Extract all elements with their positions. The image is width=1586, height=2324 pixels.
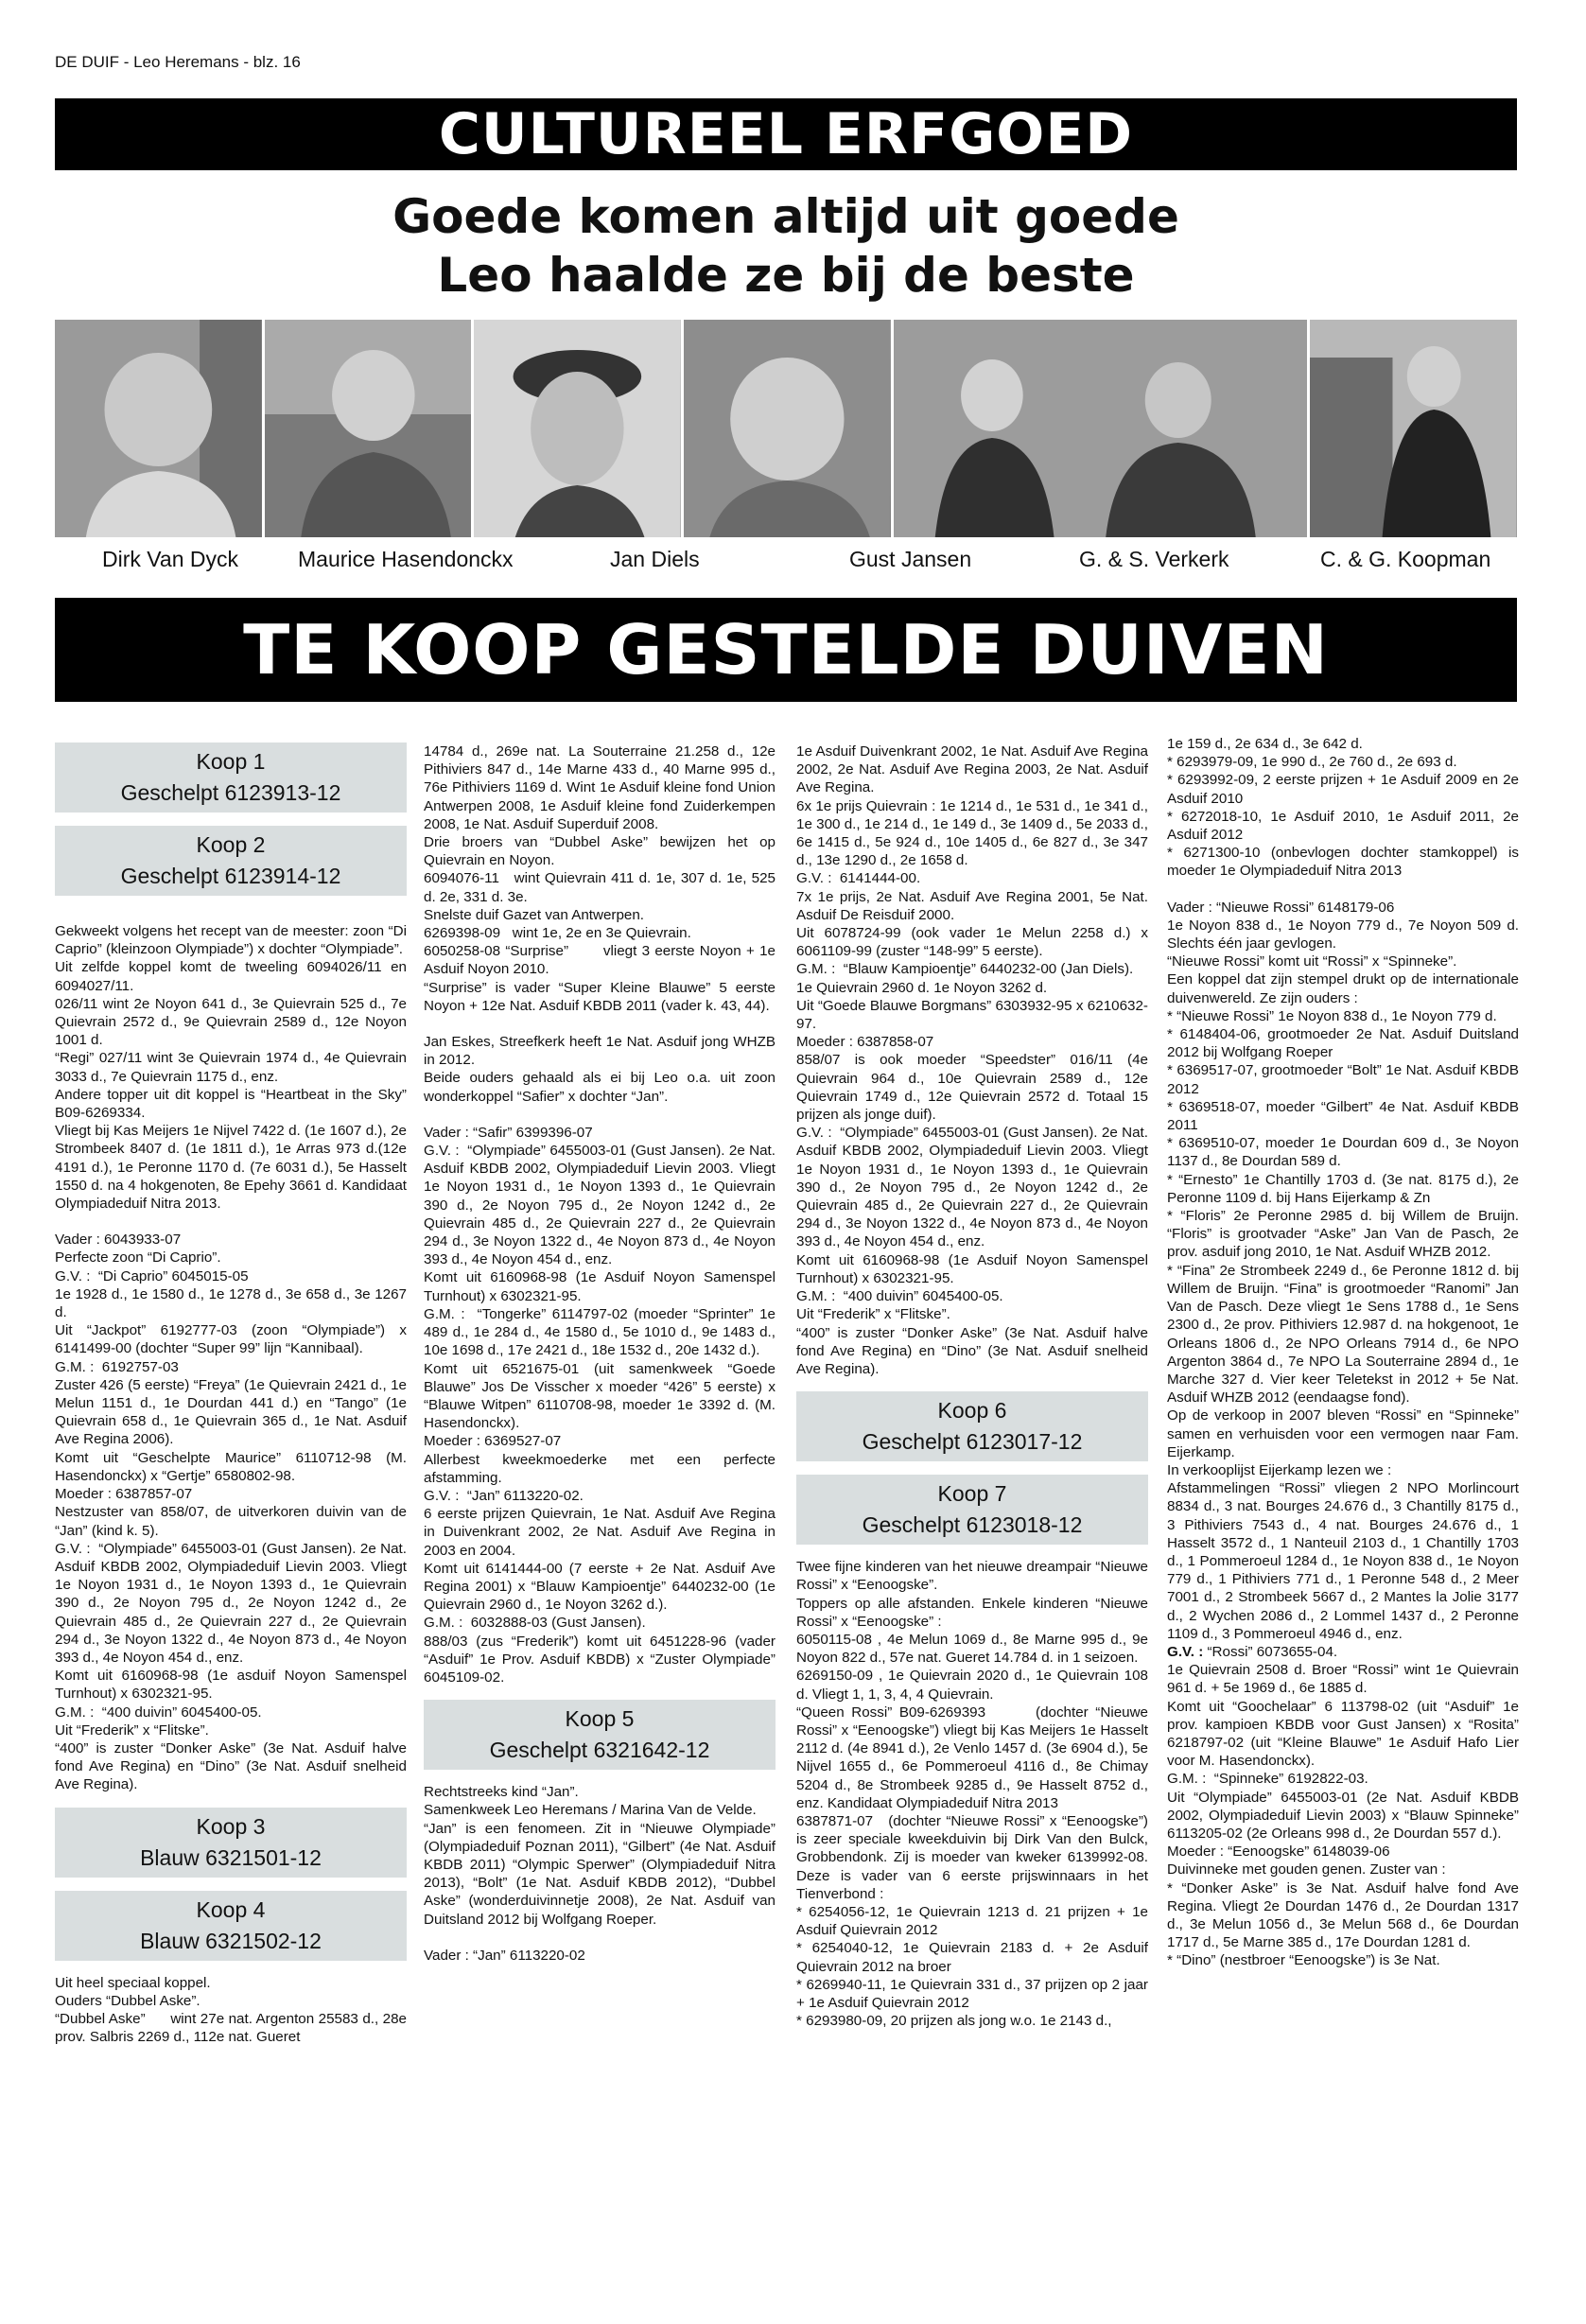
caption-maurice-hasendonckx: Maurice Hasendonckx <box>298 547 514 571</box>
paragraph: Uit zelfde koppel komt de tweeling 6094026/11 en 6094027/11. <box>55 959 407 994</box>
article-column-3 <box>796 743 1148 2030</box>
paragraph: 6050115-08 , 4e Melun 1069 d., 8e Marne 995 d., 9e Noyon 822 d., 57e nat. Gueret 14.784 d. in 1 seizoen. <box>796 1631 1148 1667</box>
paragraph: 1e 159 d., 2e 634 d., 3e 642 d. <box>1167 736 1363 752</box>
paragraph: Komt uit 6141444-00 (7 eerste + 2e Nat. Asduif Ave Regina 2001) x “Blauw Kampioentje” 6440232-00 (1e Quievrain 2960 d., 1e Noyon 3262 d.). <box>424 1560 776 1614</box>
koop-box-2 <box>55 826 407 896</box>
paragraph: Vader : “Safir” 6399396-07 <box>424 1124 593 1141</box>
portrait-photo-jan-diels <box>474 320 681 537</box>
paragraph: Komt uit “Geschelpte Maurice” 6110712-98 (M. Hasendonckx) x “Gertje” 6580802-98. <box>55 1449 407 1484</box>
paragraph: 7x 1e prijs, 2e Nat. Asduif Ave Regina 2001, 5e Nat. Asduif De Reisduif 2000. <box>796 888 1148 923</box>
paragraph: * “Floris” 2e Peronne 2985 d. bij Willem de Bruijn. “Floris” is grootvader “Aske” Jan Van de Pasch, 2e prov. asduif jong 2010, 1e Nat. Asduif WHZB 2012. <box>1167 1208 1519 1261</box>
koop-title: Koop 4 <box>196 1896 266 1922</box>
portrait-photo-dirk-van-dyck <box>55 320 262 537</box>
article-column-1 <box>55 743 407 2046</box>
paragraph: Drie broers van “Dubbel Aske” bewijzen het op Quievrain en Noyon. <box>424 834 776 869</box>
paragraph: G.M. : “Tongerke” 6114797-02 (moeder “Sprinter” 1e 489 d., 1e 284 d., 4e 1580 d., 5e 1010 d., 9e 1483 d., 10e 1698 d., 17e 2421 d., 18e 1532 d., 20e 1432 d.). <box>424 1305 776 1359</box>
paragraph: Andere topper uit dit koppel is “Heartbeat in the Sky” B09-6269334. <box>55 1086 407 1122</box>
article-column-2 <box>424 743 776 1965</box>
paragraph: * “Fina” 2e Strombeek 2249 d., 6e Peronne 1812 d. bij Willem de Bruijn. “Fina” is grootmoeder “Ranomi” Jan Van de Pasch. Deze vliegt 1e Sens 1788 d., 1e Sens 2300 d., 2e prov. Pithiviers 12.987 d. na hokgenoot, 1e Orleans 1806 d., 2e NPO Orleans 7914 d., 6e NPO Argenton 3864 d., 7e NPO La Souterraine 2894 d., 1e Marche 327 d. Vier keer Teletekst in 2012 + 5e Nat. Asduif WHZB 2012 (eendaagse fond). <box>1167 1262 1519 1407</box>
koop-title: Koop 2 <box>196 832 266 857</box>
paragraph: 6 eerste prijzen Quievrain, 1e Nat. Asduif Ave Regina in Duivenkrant 2002, 2e Nat. Asduif Ave Regina in 2003 en 2004. <box>424 1506 776 1559</box>
paragraph: “Surprise” is vader “Super Kleine Blauwe” 5 eerste Noyon + 12e Nat. Asduif KBDB 2011 (vader k. 43, 44). <box>424 979 776 1014</box>
paragraph: Allerbest kweekmoederke met een perfecte afstamming. <box>424 1451 776 1486</box>
col3-text-a <box>796 743 1148 1378</box>
caption-verkerk: G. & S. Verkerk <box>1079 547 1229 571</box>
article-column-4 <box>1167 735 1519 1970</box>
paragraph: Ouders “Dubbel Aske”. <box>55 1992 200 2009</box>
paragraph: “Nieuwe Rossi” komt uit “Rossi” x “Spinneke”. <box>1167 953 1457 970</box>
portrait-photo-verkerk <box>894 320 1307 537</box>
paragraph: 6387871-07 (dochter “Nieuwe Rossi” x “Eenoogske”) is zeer speciale kweekduivin bij Dirk Van den Bulck, Grobbendonk. Zij is moeder van kweker 6139992-08. Deze is vader van 6 eerste prijswinnaars in het Tienverbond : <box>796 1812 1148 1902</box>
paragraph: * 6254056-12, 1e Quievrain 1213 d. 21 prijzen + 1e Asduif Quievrain 2012 <box>796 1903 1148 1939</box>
koop-box-6 <box>796 1391 1148 1461</box>
koop-ring: Geschelpt 6123017-12 <box>862 1429 1083 1455</box>
paragraph: In verkooplijst Eijerkamp lezen we : <box>1167 1461 1392 1478</box>
koop-title: Koop 7 <box>937 1481 1007 1507</box>
paragraph: Twee fijne kinderen van het nieuwe dreampair “Nieuwe Rossi” x “Eenoogske”. <box>796 1559 1148 1594</box>
paragraph: Afstammelingen “Rossi” vliegen 2 NPO Morlincourt 8834 d., 3 nat. Bourges 24.676 d., 3 Chantilly 8175 d., 3 Pithiviers 7543 d., 4 nat. Bourges 24.676 d., 1 Hasselt 3572 d., 1 Nanteuil 2103 d., 1 Chantilly 1703 d., 1 Pommeroeul 1284 d., 1e Noyon 838 d., 1e Noyon 779 d., 1 Pithiviers 771 d., 1 Peronne 548 d., 2 Meer 7001 d., 2 Strombeek 5667 d., 2 Mantes la Jolie 3177 d., 2 Wychen 2086 d., 2 Lommel 1437 d., 2 Peronne 1109 d., 3 Pommeroeul 4946 d., enz. <box>1167 1480 1519 1642</box>
koop-title: Koop 1 <box>196 749 266 774</box>
paragraph: 026/11 wint 2e Noyon 641 d., 3e Quievrain 525 d., 7e Quievrain 2572 d., 9e Quievrain 2589 d., 12e Noyon 1001 d. <box>55 995 407 1049</box>
paragraph: G.M. : “Spinneke” 6192822-03. <box>1167 1771 1368 1788</box>
paragraph: * “Dino” (nestbroer “Eenoogske”) is 3e Nat. <box>1167 1952 1440 1969</box>
paragraph: Komt uit 6160968-98 (1e asduif Noyon Samenspel Turnhout) x 6302321-95. <box>55 1668 407 1703</box>
paragraph: * 6293980-09, 20 prijzen als jong w.o. 1e 2143 d., <box>796 2013 1112 2030</box>
paragraph: * 6269940-11, 1e Quievrain 331 d., 37 prijzen op 2 jaar + 1e Asduif Quievrain 2012 <box>796 1976 1148 2011</box>
paragraph: G.M. : “400 duivin” 6045400-05. <box>55 1704 262 1721</box>
koop-title: Koop 5 <box>565 1706 635 1732</box>
koop-ring: Blauw 6321502-12 <box>140 1928 322 1953</box>
koop-ring: Geschelpt 6123018-12 <box>862 1512 1083 1538</box>
paragraph: Toppers op alle afstanden. Enkele kinderen “Nieuwe Rossi” x “Eenoogske” : <box>796 1595 1148 1630</box>
koop-box-7 <box>796 1475 1148 1545</box>
portrait-photo-koopman <box>1310 320 1517 537</box>
paragraph <box>424 1015 776 1033</box>
paragraph: Uit “Jackpot” 6192777-03 (zoon “Olympiade”) x 6141499-00 (dochter “Super 99” lijn “Kannibaal). <box>55 1322 407 1357</box>
col1-text-b <box>55 1974 407 2047</box>
paragraph: Vader : “Jan” 6113220-02 <box>424 1947 585 1964</box>
paragraph: G.M. : “400 duivin” 6045400-05. <box>796 1288 1003 1305</box>
paragraph: Snelste duif Gazet van Antwerpen. <box>424 906 645 923</box>
paragraph: 6269398-09 wint 1e, 2e en 3e Quievrain. <box>424 925 691 942</box>
paragraph: Zuster 426 (5 eerste) “Freya” (1e Quievrain 2421 d., 1e Melun 1151 d., 1e Dourdan 441 d.) en “Tango” (1e Quievrain 658 d., 1e Quievrain 365 d., 1e Nat. Asduif Ave Regina 2006). <box>55 1376 407 1448</box>
paragraph: 1e Quievrain 2508 d. Broer “Rossi” wint 1e Quievrain 961 d. + 5e 1969 d., 6e 1885 d. <box>1167 1662 1519 1697</box>
paragraph: 1e Asduif Duivenkrant 2002, 1e Nat. Asduif Ave Regina 2002, 2e Nat. Asduif Ave Regina 2003, 2e Nat. Asduif Ave Regina. <box>796 743 1148 796</box>
page-header: DE DUIF - Leo Heremans - blz. 16 <box>55 53 301 71</box>
paragraph: Komt uit 6160968-98 (1e Asduif Noyon Samenspel Turnhout) x 6302321-95. <box>424 1269 776 1304</box>
paragraph: Vader : 6043933-07 <box>55 1232 182 1249</box>
headline-line-2: Leo haalde ze bij de beste <box>437 248 1135 303</box>
paragraph: 6269150-09 , 1e Quievrain 2020 d., 1e Quievrain 108 d. Vliegt 1, 1, 3, 4, 4 Quievrain. <box>796 1668 1148 1703</box>
portrait-captions <box>55 547 1517 575</box>
paragraph: G.M. : “Blauw Kampioentje” 6440232-00 (Jan Diels). <box>796 961 1134 978</box>
paragraph: “Regi” 027/11 wint 3e Quievrain 1974 d., 4e Quievrain 3033 d., 7e Quievrain 1175 d., enz. <box>55 1050 407 1085</box>
paragraph: 858/07 is ook moeder “Speedster” 016/11 (4e Quievrain 964 d., 10e Quievrain 2589 d., 12e Quievrain 1749 d., 12e Quievrain 2572 d. Totaal 15 prijzen als jonge duif). <box>796 1052 1148 1124</box>
paragraph: Uit “Frederik” x “Flitske”. <box>796 1306 950 1323</box>
koop-ring: Blauw 6321501-12 <box>140 1844 322 1870</box>
paragraph <box>424 1106 776 1124</box>
paragraph: Uit “Goede Blauwe Borgmans” 6303932-95 x 6210632-97. <box>796 997 1148 1033</box>
caption-gust-jansen: Gust Jansen <box>849 547 972 571</box>
paragraph: Komt uit 6521675-01 (uit samenkweek “Goede Blauwe” Jos De Visscher x moeder “426” 5 eerste) x “Blauwe Witpen” 6110708-98, moeder 1e 3392 d. (M. Hasendonckx). <box>424 1360 776 1432</box>
paragraph: 1e Noyon 838 d., 1e Noyon 779 d., 7e Noyon 509 d. Slechts één jaar gevlogen. <box>1167 917 1519 952</box>
paragraph: * 6254040-12, 1e Quievrain 2183 d. + 2e Asduif Quievrain 2012 na broer <box>796 1940 1148 1975</box>
paragraph: Gekweekt volgens het recept van de meester: zoon “Di Caprio” (kleinzoon Olympiade”) x dochter “Olympiade”. <box>55 923 407 958</box>
portrait-photo-maurice-hasendonckx <box>265 320 472 537</box>
col1-text-a <box>55 922 407 1794</box>
caption-koopman: C. & G. Koopman <box>1320 547 1491 571</box>
paragraph <box>1167 881 1519 899</box>
koop-box-1 <box>55 743 407 813</box>
paragraph <box>55 1213 407 1231</box>
paragraph: “Jan” is een fenomeen. Zit in “Nieuwe Olympiade” (Olympiadeduif Poznan 2011), “Gilbert” (4e Nat. Asduif KBDB 2011) “Olympic Sperwer” (Olympiadeduif Nitra 2013), “Bolt” (1e Nat. Asduif KBDB 2012), “Dubbel Aske” (wonderduivinnetje 2008), 2e Nat. Asduif van Duitsland 2012 bij Wolfgang Roeper. <box>424 1820 776 1928</box>
paragraph: * 6293979-09, 1e 990 d., 2e 760 d., 2e 693 d. <box>1167 754 1457 771</box>
paragraph: Perfecte zoon “Di Caprio”. <box>55 1249 221 1267</box>
paragraph: “400” is zuster “Donker Aske” (3e Nat. Asduif halve fond Ave Regina) en “Dino” (3e Nat. Asduif snelheid Ave Regina). <box>55 1739 407 1793</box>
paragraph: * 6369517-07, grootmoeder “Bolt” 1e Nat. Asduif KBDB 2012 <box>1167 1062 1519 1097</box>
section-banner-cultureel-erfgoed: CULTUREEL ERFGOED <box>55 98 1517 170</box>
paragraph: Op de verkoop in 2007 bleven “Rossi” en “Spinneke” samen en verhuisden voor een vermogen naar Fam. Eijerkamp. <box>1167 1407 1519 1460</box>
col2-text-b <box>424 1783 776 1965</box>
paragraph <box>424 1929 776 1947</box>
paragraph: “Queen Rossi” B09-6269393 (dochter “Nieuwe Rossi” x “Eenoogske”) vliegt bij Kas Meijers 1e Hasselt 2112 d. (4e 8941 d.), 2e Venlo 1457 d. (3e 6904 d.), 5e Nijvel 1655 d., 6e Pommeroeul 4116 d., 8e Chimay 5204 d., 8e Strombeek 9285 d., 9e Hasselt 8752 d., enz. Kandidaat Olympiadeduif Nitra 2013 <box>796 1704 1148 1811</box>
paragraph: Moeder : 6387858-07 <box>796 1034 934 1051</box>
paragraph: Komt uit “Goochelaar” 6 113798-02 (uit “Asduif” 1e prov. kampioen KBDB voor Gust Jansen) x “Rosita” 6218797-02 (uit “Kleine Blauwe” 1e Asduif Hafo Lier voor M. Hasendonckx). <box>1167 1698 1519 1770</box>
paragraph: G.V. : “Olympiade” 6455003-01 (Gust Jansen). 2e Nat. Asduif KBDB 2002, Olympiadeduif Lievin 2003. Vliegt 1e Noyon 1931 d., 1e Noyon 1393 d., 1e Quievrain 390 d., 2e Noyon 795 d., 2e Noyon 1242 d., 2e Quievrain 485 d., 2e Quievrain 227 d., 2e Quievrain 294 d., 3e Noyon 1322 d., 4e Noyon 873 d., 4e Noyon 393 d., 4e Noyon 454 d., enz. <box>55 1540 407 1666</box>
paragraph: * 6369510-07, moeder 1e Dourdan 609 d., 3e Noyon 1137 d., 8e Dourdan 589 d. <box>1167 1135 1519 1170</box>
paragraph: Moeder : “Eenoogske” 6148039-06 <box>1167 1843 1390 1861</box>
paragraph: G.M. : 6032888-03 (Gust Jansen). <box>424 1615 646 1632</box>
paragraph: “Dubbel Aske” wint 27e nat. Argenton 25583 d., 28e prov. Salbris 2269 d., 112e nat. Gueret <box>55 2010 407 2046</box>
paragraph: Uit “Olympiade” 6455003-01 (2e Nat. Asduif KBDB 2002, Olympiadeduif Lievin 2003) x “Blauw Spinneke” 6113205-02 (2e Orleans 998 d., 2e Dourdan 557 d.). <box>1167 1789 1519 1842</box>
paragraph: 888/03 (zus “Frederik”) komt uit 6451228-96 (vader “Asduif” 1e Prov. Asduif KBDB) x “Zuster Olympiade” 6045109-02. <box>424 1633 776 1686</box>
col4-gv-value: “Rossi” 6073655-04. <box>1207 1643 1338 1660</box>
koop-ring: Geschelpt 6123914-12 <box>120 864 341 888</box>
col3-text-b <box>796 1558 1148 2030</box>
paragraph: G.V. : “Olympiade” 6455003-01 (Gust Jansen). 2e Nat. Asduif KBDB 2002, Olympiadeduif Lievin 2003. Vliegt 1e Noyon 1931 d., 1e Noyon 1393 d., 1e Quievrain 390 d., 2e Noyon 795 d., 2e Noyon 1242 d., 2e Quievrain 485 d., 2e Quievrain 227 d., 2e Quievrain 294 d., 3e Noyon 1322 d., 4e Noyon 873 d., 4e Noyon 393 d., 4e Noyon 454 d., enz. <box>424 1143 776 1268</box>
paragraph: Duivinneke met gouden genen. Zuster van : <box>1167 1861 1446 1878</box>
paragraph: G.V. : 6141444-00. <box>796 870 921 887</box>
paragraph: “400” is zuster “Donker Aske” (3e Nat. Asduif halve fond Ave Regina) en “Dino” (3e Nat. Asduif snelheid Ave Regina). <box>796 1324 1148 1377</box>
caption-jan-diels: Jan Diels <box>610 547 700 571</box>
paragraph: * 6271300-10 (onbevlogen dochter stamkoppel) is moeder 1e Olympiadeduif Nitra 2013 <box>1167 845 1519 880</box>
col4-text-a <box>1167 735 1519 1643</box>
headline-line-1: Goede komen altijd uit goede <box>392 189 1179 244</box>
caption-dirk-van-dyck: Dirk Van Dyck <box>102 547 238 571</box>
koop-box-5 <box>424 1700 776 1770</box>
paragraph: 6050258-08 “Surprise” vliegt 3 eerste Noyon + 1e Asduif Noyon 2010. <box>424 943 776 978</box>
paragraph: G.V. : “Olympiade” 6455003-01 (Gust Jansen). 2e Nat. Asduif KBDB 2002, Olympiadeduif Lievin 2003. Vliegt 1e Noyon 1931 d., 1e Noyon 1393 d., 1e Quievrain 390 d., 2e Noyon 795 d., 2e Noyon 1242 d., 2e Quievrain 485 d., 2e Quievrain 227 d., 2e Quievrain 294 d., 3e Noyon 1322 d., 4e Noyon 873 d., 4e Noyon 393 d., 4e Noyon 454 d., enz. <box>796 1125 1148 1250</box>
paragraph: Jan Eskes, Streefkerk heeft 1e Nat. Asduif jong WHZB in 2012. <box>424 1034 776 1069</box>
paragraph: Samenkweek Leo Heremans / Marina Van de Velde. <box>424 1802 757 1819</box>
paragraph: * “Ernesto” 1e Chantilly 1703 d. (3e nat. 8175 d.), 2e Peronne 1109 d. bij Hans Eijerkamp & Zn <box>1167 1171 1519 1206</box>
paragraph: Moeder : 6369527-07 <box>424 1433 562 1450</box>
paragraph: G.V. : “Di Caprio” 6045015-05 <box>55 1267 249 1284</box>
paragraph: 6094076-11 wint Quievrain 411 d. 1e, 307 d. 1e, 525 d. 2e, 331 d. 3e. <box>424 870 776 905</box>
koop-ring: Geschelpt 6123913-12 <box>120 780 341 805</box>
paragraph: * 6369518-07, moeder “Gilbert” 4e Nat. Asduif KBDB 2011 <box>1167 1098 1519 1134</box>
paragraph: 1e Quievrain 2960 d. 1e Noyon 3262 d. <box>796 979 1048 996</box>
paragraph: * 6293992-09, 2 eerste prijzen + 1e Asduif 2009 en 2e Asduif 2010 <box>1167 772 1519 807</box>
paragraph: * 6272018-10, 1e Asduif 2010, 1e Asduif 2011, 2e Asduif 2012 <box>1167 808 1519 844</box>
col4-gv-label: G.V. : <box>1167 1643 1204 1660</box>
paragraph: 1e 1928 d., 1e 1580 d., 1e 1278 d., 3e 658 d., 3e 1267 d. <box>55 1285 407 1321</box>
koop-title: Koop 3 <box>196 1813 266 1839</box>
paragraph: Moeder : 6387857-07 <box>55 1486 193 1503</box>
paragraph: Beide ouders gehaald als ei bij Leo o.a. uit zoon wonderkoppel “Safier” x dochter “Jan”. <box>424 1070 776 1105</box>
paragraph: 6x 1e prijs Quievrain : 1e 1214 d., 1e 531 d., 1e 341 d., 1e 300 d., 1e 214 d., 1e 149 d., 3e 1409 d., 5e 2033 d., 6e 1415 d., 5e 924 d., 10e 1405 d., 6e 827 d., 3e 347 d., 13e 1290 d., 2e 1658 d. <box>796 797 1148 869</box>
paragraph: * “Nieuwe Rossi” 1e Noyon 838 d., 1e Noyon 779 d. <box>1167 1007 1497 1024</box>
paragraph: G.M. : 6192757-03 <box>55 1358 179 1375</box>
koop-box-4 <box>55 1891 407 1961</box>
section-banner-te-koop: TE KOOP GESTELDE DUIVEN <box>55 598 1517 702</box>
col2-text-a <box>424 743 776 1686</box>
koop-title: Koop 6 <box>937 1398 1007 1424</box>
col4-text-b <box>1167 1661 1519 1969</box>
koop-box-3 <box>55 1808 407 1878</box>
paragraph: Een koppel dat zijn stempel drukt op de internationale duivenwereld. Ze zijn ouders : <box>1167 971 1519 1006</box>
portrait-strip <box>55 320 1517 537</box>
paragraph: 14784 d., 269e nat. La Souterraine 21.258 d., 12e Pithiviers 847 d., 14e Marne 433 d., 40 Marne 995 d., 76e Pithiviers 1169 d. Wint 1e Asduif kleine fond Union Antwerpen 2008, 1e Asduif kleine fond Zuiderkempen 2008, 1e Nat. Asduif Superduif 2008. <box>424 743 776 832</box>
paragraph: Uit 6078724-99 (ook vader 1e Melun 2258 d.) x 6061109-99 (zuster “148-99” 5 eerste). <box>796 925 1148 960</box>
paragraph: Komt uit 6160968-98 (1e Asduif Noyon Samenspel Turnhout) x 6302321-95. <box>796 1251 1148 1286</box>
portrait-photo-gust-jansen <box>684 320 891 537</box>
paragraph: Nestzuster van 858/07, de uitverkoren duivin van de “Jan” (kind k. 5). <box>55 1504 407 1539</box>
paragraph: Vader : “Nieuwe Rossi” 6148179-06 <box>1167 899 1395 916</box>
paragraph: Uit “Frederik” x “Flitske”. <box>55 1721 209 1739</box>
paragraph: Rechtstreeks kind “Jan”. <box>424 1784 579 1801</box>
paragraph: Uit heel speciaal koppel. <box>55 1974 211 1991</box>
paragraph: * 6148404-06, grootmoeder 2e Nat. Asduif Duitsland 2012 bij Wolfgang Roeper <box>1167 1026 1519 1061</box>
paragraph: * “Donker Aske” is 3e Nat. Asduif halve fond Ave Regina. Vliegt 2e Dourdan 1476 d., 2e Dourdan 1317 d., 3e Melun 1056 d., 3e Melun 568 d., 6e Dourdan 1717 d., 5e Marne 385 d., 17e Dourdan 1281 d. <box>1167 1879 1519 1951</box>
paragraph: G.V. : “Jan” 6113220-02. <box>424 1487 584 1504</box>
koop-ring: Geschelpt 6321642-12 <box>489 1738 710 1763</box>
col4-gv-line <box>1167 1643 1519 1661</box>
paragraph: Vliegt bij Kas Meijers 1e Nijvel 7422 d. (1e 1607 d.), 2e Strombeek 8407 d. (1e 1811 d.), 1e Arras 973 d.(12e 4191 d.), 1e Peronne 1170 d. (7e 6031 d.), 5e Hasselt 1550 d. na 4 hokgenoten, 8e Epehy 3661 d. Kandidaat Olympiadeduif Nitra 2013. <box>55 1123 407 1213</box>
